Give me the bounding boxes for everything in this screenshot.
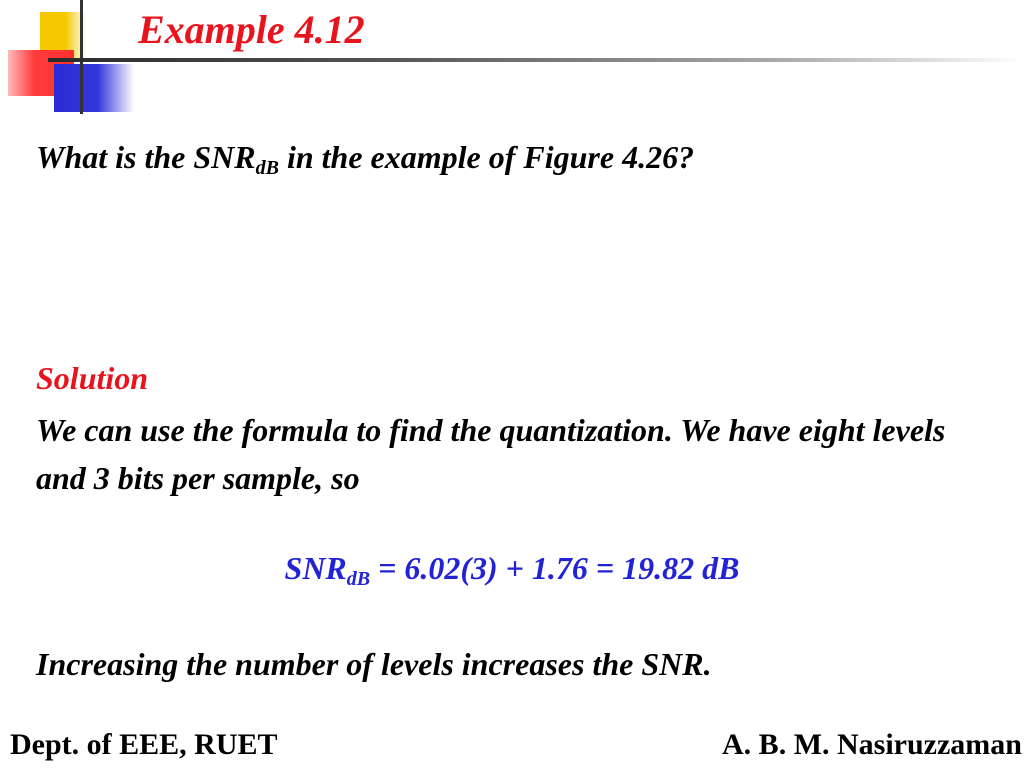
footer-author: A. B. M. Nasiruzzaman	[722, 728, 1022, 761]
formula-prefix: SNR	[284, 550, 347, 586]
solution-label: Solution	[36, 360, 149, 396]
question-prefix: What is the SNR	[36, 139, 256, 175]
question-suffix: in the example of Figure 4.26?	[278, 139, 695, 175]
question-text	[36, 140, 694, 179]
formula-subscript: dB	[346, 568, 371, 590]
title-underline	[48, 58, 1024, 62]
conclusion-text: Increasing the number of levels increases the SNR.	[36, 646, 712, 682]
footer-department: Dept. of EEE, RUET	[10, 728, 278, 761]
snr-formula	[0, 550, 1024, 591]
logo-vertical-line	[80, 0, 83, 114]
slide-title: Example 4.12	[138, 7, 365, 52]
logo-blue-square	[54, 64, 134, 112]
formula-suffix: = 6.02(3) + 1.76 = 19.82 dB	[370, 550, 740, 586]
question-subscript: dB	[255, 157, 279, 179]
solution-text: We can use the formula to find the quantization. We have eight levels and 3 bits per sample, so	[36, 412, 946, 496]
